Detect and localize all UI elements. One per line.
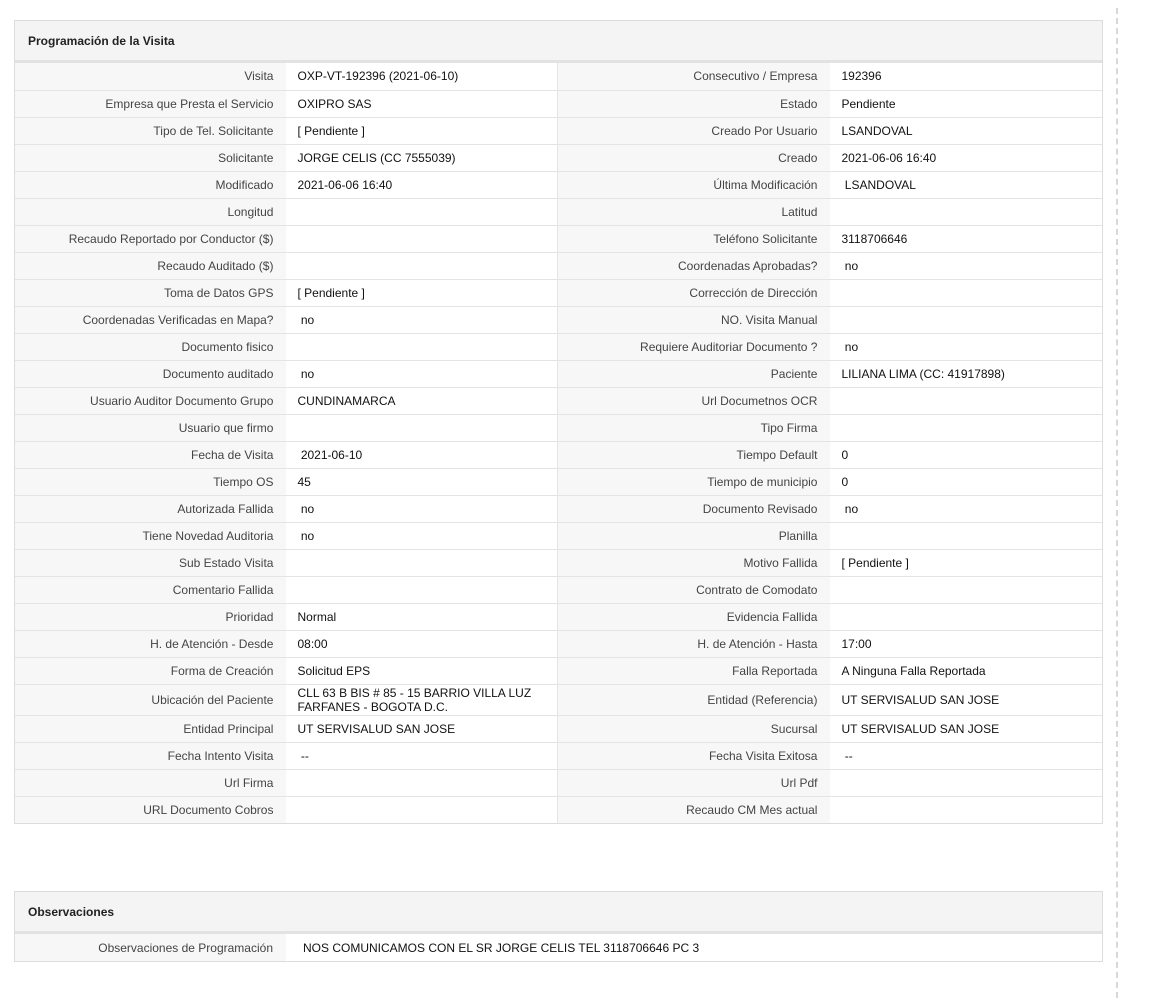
visit-panel xyxy=(14,20,1103,824)
field-value xyxy=(830,387,1102,414)
field-value: no xyxy=(830,252,1102,279)
field-value: -- xyxy=(830,742,1102,769)
detail-row xyxy=(15,769,1102,796)
field-label: Teléfono Solicitante xyxy=(558,225,831,252)
field-value xyxy=(830,306,1102,333)
field-value xyxy=(286,252,557,279)
field-label: Latitud xyxy=(558,198,831,225)
field-value: no xyxy=(286,495,557,522)
detail-row xyxy=(15,684,1102,715)
detail-row xyxy=(15,171,1102,198)
field-label: Fecha Visita Exitosa xyxy=(558,742,831,769)
visit-panel-title: Programación de la Visita xyxy=(15,21,1102,63)
field-label: Contrato de Comodato xyxy=(558,576,831,603)
visit-details-table xyxy=(15,63,1102,823)
field-label: Url Pdf xyxy=(558,769,831,796)
field-value xyxy=(830,198,1102,225)
field-value: UT SERVISALUD SAN JOSE xyxy=(830,684,1102,715)
field-value xyxy=(830,576,1102,603)
detail-row xyxy=(15,63,1102,90)
field-value xyxy=(830,603,1102,630)
detail-row xyxy=(15,333,1102,360)
field-value: CLL 63 B BIS # 85 - 15 BARRIO VILLA LUZ FARFANES - BOGOTA D.C. xyxy=(286,684,557,715)
detail-row xyxy=(15,796,1102,823)
field-label: Falla Reportada xyxy=(558,657,831,684)
field-value xyxy=(286,414,557,441)
detail-row xyxy=(15,715,1102,742)
field-value: OXP-VT-192396 (2021-06-10) xyxy=(286,63,557,90)
field-label: Visita xyxy=(15,63,286,90)
field-value: no xyxy=(286,360,557,387)
detail-row xyxy=(15,657,1102,684)
field-label: Motivo Fallida xyxy=(558,549,831,576)
field-label: Forma de Creación xyxy=(15,657,286,684)
field-value: no xyxy=(286,522,557,549)
field-label: Comentario Fallida xyxy=(15,576,286,603)
detail-row xyxy=(15,117,1102,144)
field-label: Prioridad xyxy=(15,603,286,630)
field-label: Coordenadas Aprobadas? xyxy=(558,252,831,279)
field-value xyxy=(830,279,1102,306)
detail-row xyxy=(15,387,1102,414)
field-label: Tiempo OS xyxy=(15,468,286,495)
field-label: Paciente xyxy=(558,360,831,387)
field-label: Documento auditado xyxy=(15,360,286,387)
detail-row xyxy=(15,360,1102,387)
field-value xyxy=(830,796,1102,823)
field-label: Usuario que firmo xyxy=(15,414,286,441)
field-value[interactable]: LILIANA LIMA (CC: 41917898) xyxy=(830,360,1102,387)
field-label: Longitud xyxy=(15,198,286,225)
field-label: Tiene Novedad Auditoria xyxy=(15,522,286,549)
field-label: Estado xyxy=(558,90,831,117)
field-value: no xyxy=(830,333,1102,360)
detail-row xyxy=(15,252,1102,279)
detail-row xyxy=(15,630,1102,657)
field-value: A Ninguna Falla Reportada xyxy=(830,657,1102,684)
observations-panel xyxy=(14,891,1103,962)
observations-table xyxy=(15,934,1102,961)
field-label: Última Modificación xyxy=(558,171,831,198)
field-label: Planilla xyxy=(558,522,831,549)
detail-row xyxy=(15,90,1102,117)
field-value xyxy=(286,769,557,796)
field-value: LSANDOVAL xyxy=(830,117,1102,144)
detail-row xyxy=(15,742,1102,769)
field-label: Sub Estado Visita xyxy=(15,549,286,576)
field-label: Entidad Principal xyxy=(15,715,286,742)
field-label: Sucursal xyxy=(558,715,831,742)
field-value: 2021-06-06 16:40 xyxy=(286,171,557,198)
detail-row xyxy=(15,306,1102,333)
field-label: Creado Por Usuario xyxy=(558,117,831,144)
field-value: [ Pendiente ] xyxy=(286,117,557,144)
field-value: no xyxy=(286,306,557,333)
observations-row xyxy=(15,934,1102,961)
field-value: 2021-06-10 xyxy=(286,441,557,468)
field-value: 0 xyxy=(830,441,1102,468)
field-label: Tipo Firma xyxy=(558,414,831,441)
field-value[interactable]: OXIPRO SAS xyxy=(286,90,557,117)
detail-row xyxy=(15,225,1102,252)
field-value xyxy=(830,522,1102,549)
observations-panel-title: Observaciones xyxy=(15,892,1102,934)
field-value xyxy=(286,225,557,252)
observations-value: NOS COMUNICAMOS CON EL SR JORGE CELIS TEL 3118706646 PC 3 xyxy=(286,934,1102,961)
field-label: H. de Atención - Hasta xyxy=(558,630,831,657)
detail-row xyxy=(15,414,1102,441)
field-label: Solicitante xyxy=(15,144,286,171)
field-value: Pendiente xyxy=(830,90,1102,117)
field-value: [ Pendiente ] xyxy=(830,549,1102,576)
field-label: Requiere Auditoriar Documento ? xyxy=(558,333,831,360)
field-label: Recaudo Auditado ($) xyxy=(15,252,286,279)
field-value xyxy=(286,576,557,603)
detail-row xyxy=(15,441,1102,468)
field-value: 17:00 xyxy=(830,630,1102,657)
field-value xyxy=(286,796,557,823)
field-label: Url Documetnos OCR xyxy=(558,387,831,414)
field-label: Empresa que Presta el Servicio xyxy=(15,90,286,117)
field-value xyxy=(830,414,1102,441)
field-value: 08:00 xyxy=(286,630,557,657)
field-value xyxy=(286,333,557,360)
field-label: Creado xyxy=(558,144,831,171)
detail-row xyxy=(15,198,1102,225)
field-value[interactable]: JORGE CELIS (CC 7555039) xyxy=(286,144,557,171)
field-label: H. de Atención - Desde xyxy=(15,630,286,657)
field-value xyxy=(286,549,557,576)
field-value: 45 xyxy=(286,468,557,495)
field-value: [ Pendiente ] xyxy=(286,279,557,306)
field-label: Tiempo Default xyxy=(558,441,831,468)
field-label: Autorizada Fallida xyxy=(15,495,286,522)
field-value: Normal xyxy=(286,603,557,630)
field-label: Corrección de Dirección xyxy=(558,279,831,306)
field-label: Fecha Intento Visita xyxy=(15,742,286,769)
observations-label: Observaciones de Programación xyxy=(15,934,286,961)
field-label: Toma de Datos GPS xyxy=(15,279,286,306)
field-value: UT SERVISALUD SAN JOSE xyxy=(830,715,1102,742)
field-label: Url Firma xyxy=(15,769,286,796)
field-value: CUNDINAMARCA xyxy=(286,387,557,414)
field-value: 3118706646 xyxy=(830,225,1102,252)
detail-row xyxy=(15,144,1102,171)
field-value: no xyxy=(830,495,1102,522)
field-label: Consecutivo / Empresa xyxy=(558,63,831,90)
detail-row xyxy=(15,522,1102,549)
detail-row xyxy=(15,495,1102,522)
field-label: Ubicación del Paciente xyxy=(15,684,286,715)
detail-row xyxy=(15,549,1102,576)
field-label: Evidencia Fallida xyxy=(558,603,831,630)
field-label: URL Documento Cobros xyxy=(15,796,286,823)
field-value: -- xyxy=(286,742,557,769)
field-value: 192396 xyxy=(830,63,1102,90)
detail-row xyxy=(15,603,1102,630)
page-divider xyxy=(1116,8,1118,998)
field-label: Entidad (Referencia) xyxy=(558,684,831,715)
field-label: Documento Revisado xyxy=(558,495,831,522)
field-label: Recaudo CM Mes actual xyxy=(558,796,831,823)
detail-row xyxy=(15,279,1102,306)
field-value xyxy=(286,198,557,225)
detail-row xyxy=(15,468,1102,495)
field-value: 0 xyxy=(830,468,1102,495)
field-label: Recaudo Reportado por Conductor ($) xyxy=(15,225,286,252)
field-value: 2021-06-06 16:40 xyxy=(830,144,1102,171)
detail-row xyxy=(15,576,1102,603)
field-value: Solicitud EPS xyxy=(286,657,557,684)
field-value: LSANDOVAL xyxy=(830,171,1102,198)
field-value xyxy=(830,769,1102,796)
field-label: Tiempo de municipio xyxy=(558,468,831,495)
field-label: Modificado xyxy=(15,171,286,198)
field-label: Coordenadas Verificadas en Mapa? xyxy=(15,306,286,333)
field-label: Usuario Auditor Documento Grupo xyxy=(15,387,286,414)
field-value: UT SERVISALUD SAN JOSE xyxy=(286,715,557,742)
field-label: Documento fisico xyxy=(15,333,286,360)
field-label: Tipo de Tel. Solicitante xyxy=(15,117,286,144)
field-label: NO. Visita Manual xyxy=(558,306,831,333)
field-label: Fecha de Visita xyxy=(15,441,286,468)
